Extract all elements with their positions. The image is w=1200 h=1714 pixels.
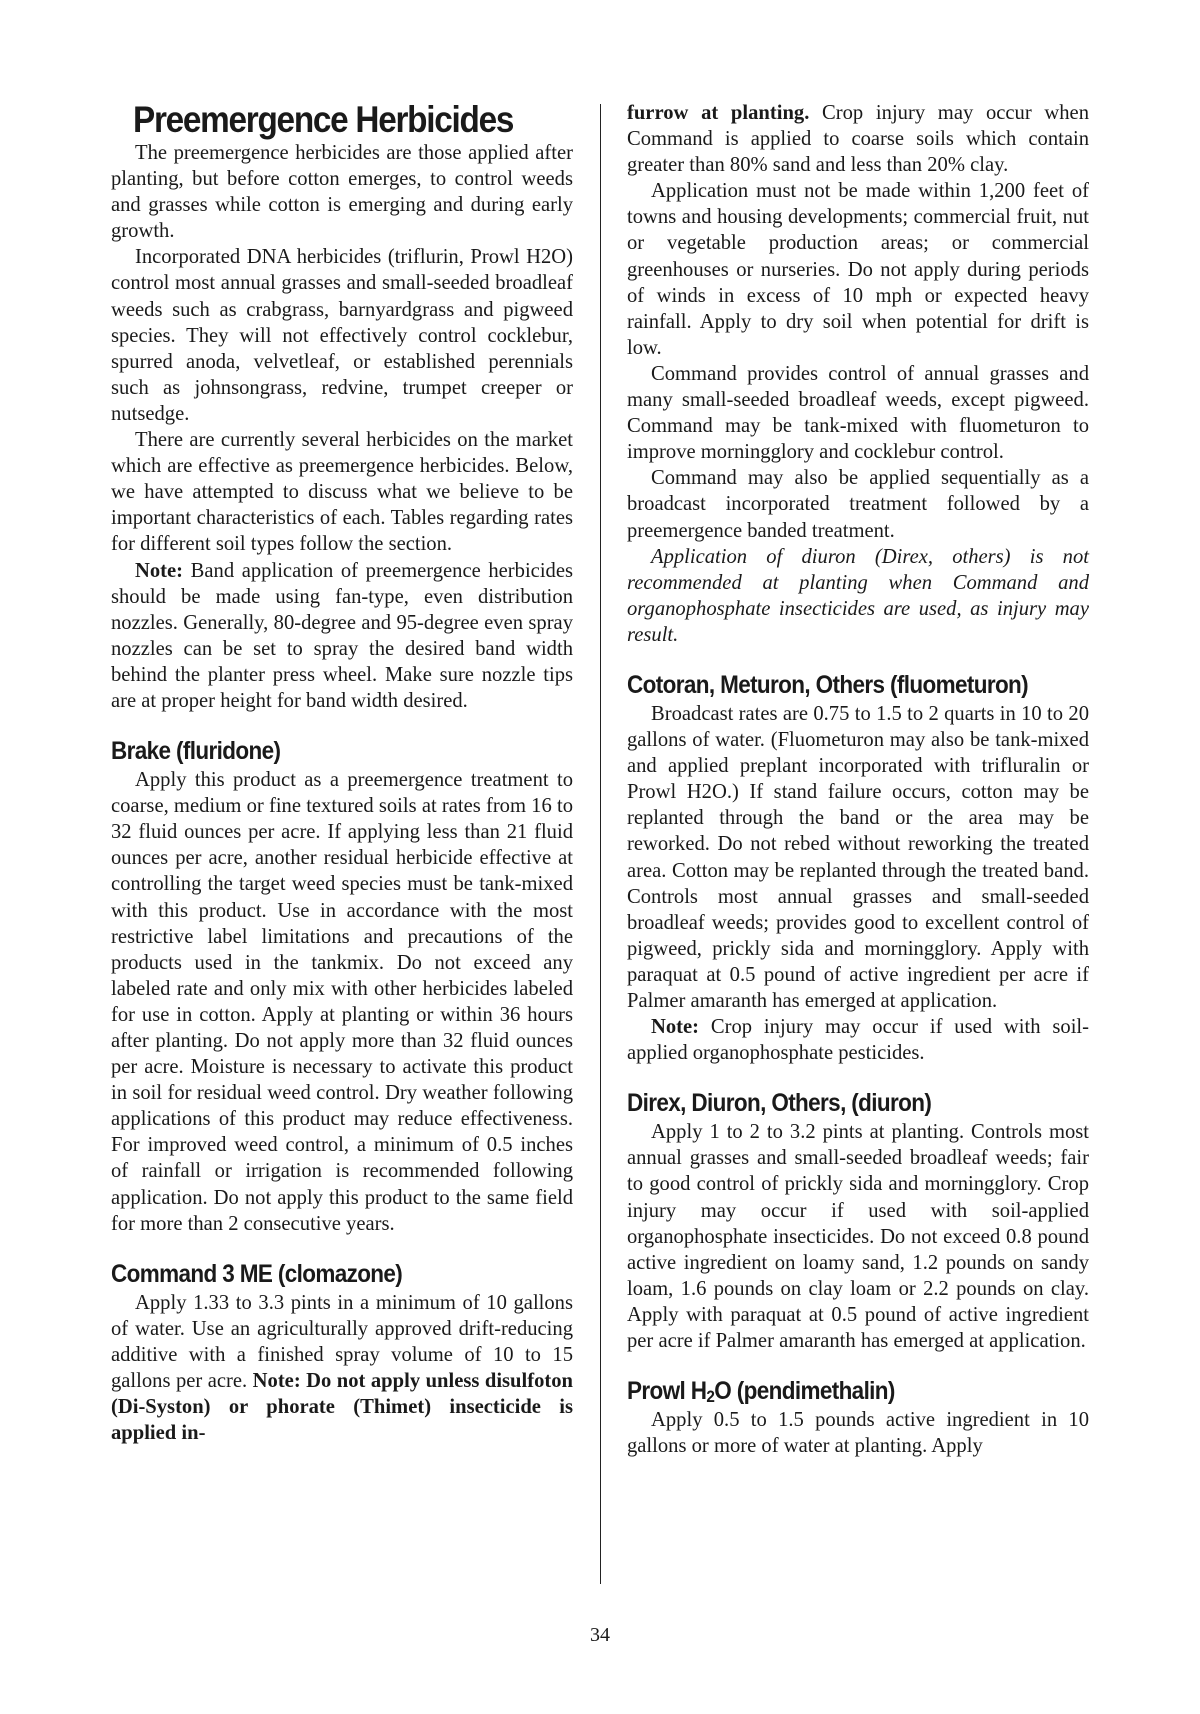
command-paragraph-2: Application must not be made within 1,200 feet of towns and housing developments; commercial fruit, nut or vegetable production areas; or commercial greenhouses or nurseries. Do not apply during periods of winds in excess of 10 mph or expected heavy rainfall. Apply to dry soil when potential for drift is low.: [627, 180, 1089, 359]
page-number: 34: [590, 1624, 610, 1646]
cotoran-note-text: Crop injury may occur if used with soil-applied organophosphate pesticides.: [627, 1016, 1089, 1065]
command-warning: Note: Do not apply unless disulfoton (Di-Syston) or phorate (Thimet) insecticide is applied in-: [111, 1370, 573, 1445]
command-paragraph-5: Application of diuron (Direx, others) is not recommended at planting when Command and organophosphate insecticides are used, as injury may result.: [627, 545, 1089, 646]
note-text: Band application of preemergence herbicides should be made using fan-type, even distribution nozzles. Generally, 80-degree and 95-degree even spray nozzles can be set to spray the desired band width behind the planter press wheel. Make sure nozzle tips are at proper height for band width desired.: [111, 559, 573, 712]
intro-paragraph-1: The preemergence herbicides are those applied after planting, but before cotton emerges, to control weeds and grasses while cotton is emerging and during early growth.: [111, 142, 573, 243]
command-continued: [627, 100, 1089, 178]
prowl-paragraph: Apply 0.5 to 1.5 pounds active ingredient in 10 gallons or more of water at planting. Apply: [627, 1409, 1089, 1458]
brake-paragraph: Apply this product as a preemergence treatment to coarse, medium or fine textured soils at rates from 16 to 32 fluid ounces per acre. If applying less than 21 fluid ounces per acre, another residual herbicide effective at controlling the target weed species must be tank-mixed with this product. Use in accordance with the most restrictive label limitations and precautions of the products used in the tankmix. Do not exceed any labeled rate and only mix with other herbicides labeled for use in cotton. Apply at planting or within 36 hours after planting. Do not apply more than 32 fluid ounces per acre. Moisture is necessary to activate this product in soil for residual weed control. Dry weather following applications of this product may reduce effectiveness. For improved weed control, a minimum of 0.5 inches of rainfall or irrigation is recommended following application. Do not apply this product to the same field for more than 2 consecutive years.: [111, 769, 573, 1235]
note-label: Note:: [135, 559, 184, 582]
prowl-heading-pre: Prowl H: [627, 1377, 707, 1406]
intro-paragraph-3: There are currently several herbicides on the market which are effective as preemergence herbicides. Below, we have attempted to discuss what we believe to be important characteristics of each. Tables regarding rates for different soil types follow the section.: [111, 429, 573, 556]
command-warning-continued: furrow at planting.: [627, 102, 810, 124]
intro-paragraph-2: Incorporated DNA herbicides (triflurin, Prowl H2O) control most annual grasses and small-seeded broadleaf weeds such as crabgrass, barnyardgrass and pigweed species. They will not effectively control cocklebur, spurred anoda, velvetleaf, or established perennials such as johnsongrass, redvine, trumpet creeper or nutsedge.: [111, 246, 573, 425]
left-column: [111, 100, 573, 1446]
direx-heading: Direx, Diuron, Others, (diuron): [627, 1089, 932, 1118]
cotoran-heading: Cotoran, Meturon, Others (fluometuron): [627, 670, 1029, 699]
brake-heading: Brake (fluridone): [111, 737, 281, 766]
command-heading: Command 3 ME (clomazone): [111, 1259, 403, 1288]
cotoran-note-label: Note:: [651, 1016, 700, 1039]
cotoran-paragraph: Broadcast rates are 0.75 to 1.5 to 2 quarts in 10 to 20 gallons of water. (Fluometuron may also be tank-mixed and applied preplant incorporated with trifluralin or Prowl H2O.) If stand failure occurs, cotton may be replanted through the band or the area may be reworked. Do not rebed without reworking the treated area. Cotton may be replanted through the treated band. Controls most annual grasses and small-seeded broadleaf weeds; provides good to excellent control of pigweed, prickly sida and morningglory. Apply with paraquat at 0.5 pound of active ingredient per acre if Palmer amaranth has emerged at application.: [627, 702, 1089, 1012]
direx-paragraph: Apply 1 to 2 to 3.2 pints at planting. Controls most annual grasses and small-seeded broadleaf weeds; fair to good control of prickly sida and morningglory. Crop injury may occur if used with soil-applied organophosphate insecticides. Do not exceed 0.8 pound active ingredient on loamy sand, 1.2 pounds on sandy loam, 1.6 pounds on clay loam or 2.2 pounds on clay. Apply with paraquat at 0.5 pound of active ingredient per acre if Palmer amaranth has emerged at application.: [627, 1121, 1089, 1353]
prowl-heading-sub: 2: [706, 1387, 715, 1407]
command-paragraph-4: Command may also be applied sequentially as a broadcast incorporated treatment followed by a preemergence banded treatment.: [627, 467, 1089, 542]
command-paragraph-3: Command provides control of annual grasses and many small-seeded broadleaf weeds, except pigweed. Command may be tank-mixed with fluometuron to improve morningglory and cocklebur control.: [627, 362, 1089, 464]
prowl-heading: [627, 1376, 1043, 1406]
command-paragraph-1: [111, 1290, 573, 1447]
command-continued-text: Crop injury may occur when Command is applied to coarse soils which contain greater than 80% sand and less than 20% clay.: [627, 102, 1089, 177]
column-divider: [600, 104, 601, 1584]
command-text: Apply 1.33 to 3.3 pints in a minimum of 10 gallons of water. Use an agriculturally approved drift-reducing additive with a finished spray volume of 10 to 15 gallons per acre.: [111, 1291, 573, 1393]
cotoran-note: [627, 1014, 1089, 1066]
page-title: Preemergence Herbicides: [133, 99, 514, 140]
right-column: [627, 100, 1089, 1459]
intro-note: [111, 558, 573, 715]
prowl-heading-post: O (pendimethalin): [714, 1377, 895, 1406]
